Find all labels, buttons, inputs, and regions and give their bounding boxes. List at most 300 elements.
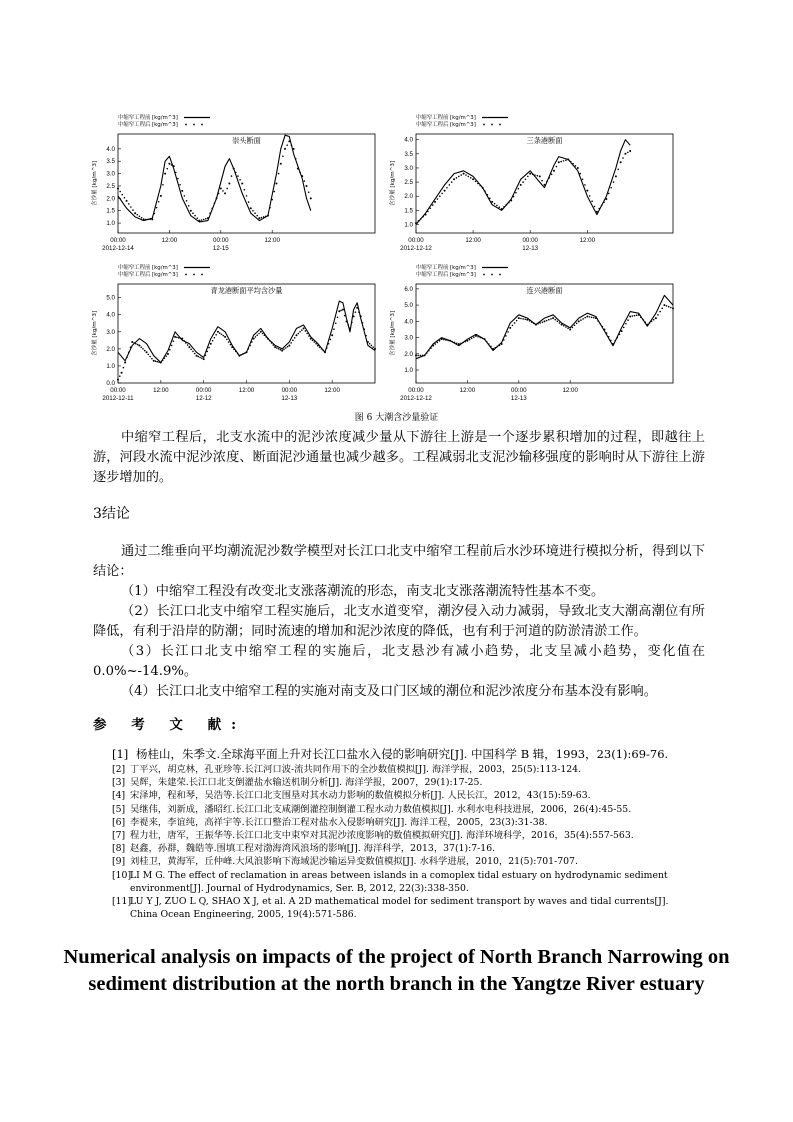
series-point-after-fill (454, 342, 456, 344)
series-point-after (567, 158, 569, 160)
series-point-after-fill (512, 325, 514, 327)
series-point-after (303, 327, 305, 329)
series-point-after (246, 351, 248, 353)
series-point-after-fill (280, 349, 282, 351)
series-point-after-fill (447, 340, 449, 342)
conclusion-intro: 通过二维垂向平均潮流泥沙数学模型对长江口北支中缩窄工程前后水沙环境进行模拟分析，得到以下结论： (93, 544, 705, 579)
series-point-after (596, 211, 598, 213)
series-point-after (301, 175, 303, 177)
reference-item (112, 869, 697, 895)
x-tick-date-label: 12-15 (212, 245, 229, 252)
series-point-after-fill (505, 335, 507, 337)
y-tick-label: 5.0 (404, 302, 413, 310)
y-axis-label: 含沙量 [kg/m^3] (92, 310, 98, 357)
legend-dot-after (499, 274, 501, 276)
series-point-after-fill (614, 340, 616, 342)
series-point-after-fill (597, 320, 599, 322)
series-point-after (509, 327, 511, 329)
series-point-after (529, 173, 531, 175)
series-point-after-fill (657, 314, 659, 316)
series-point-after-fill (192, 351, 194, 353)
series-point-after-fill (518, 188, 520, 190)
x-tick-label: 12:00 (238, 387, 255, 394)
series-point-after-fill (194, 215, 196, 217)
chart-title: 青龙港断面平均含沙量 (210, 286, 283, 295)
series-point-after (275, 183, 277, 185)
series-point-after-fill (254, 212, 256, 214)
series-point-after (164, 173, 166, 175)
y-tick-label: 3.5 (106, 158, 115, 166)
chart-chongtou-svg (88, 100, 388, 260)
series-point-after-fill (162, 184, 164, 186)
series-point-after-fill (190, 348, 192, 350)
x-tick-label: 00:00 (281, 387, 298, 394)
series-point-after-fill (215, 334, 217, 336)
series-point-after (231, 346, 233, 348)
chart-lianxinggang (386, 250, 686, 410)
series-point-after-fill (171, 164, 173, 166)
series-point-after-fill (565, 159, 567, 161)
x-tick-date-label: 12-13 (281, 395, 298, 402)
series-point-after-fill (584, 317, 586, 319)
series-point-after (655, 317, 657, 319)
x-tick-date-label: 2012-12-12 (400, 245, 432, 252)
series-point-after (349, 327, 351, 329)
series-point-after-fill (363, 328, 365, 330)
chart-lianxinggang-svg (386, 250, 686, 410)
series-point-after (553, 170, 555, 172)
series-point-after (331, 334, 333, 336)
series-point-after-fill (537, 323, 539, 325)
series-point-after-fill (559, 322, 561, 324)
series-point-after (552, 317, 554, 319)
series-point-after-fill (326, 347, 328, 349)
series-point-after (224, 192, 226, 194)
series-point-after-fill (179, 184, 181, 186)
figure-caption: 图 6 大潮含沙量验证 (354, 413, 439, 423)
series-point-after (491, 201, 493, 203)
y-tick-label: 1.5 (404, 207, 413, 215)
series-point-after-fill (430, 347, 432, 349)
x-tick-label: 00:00 (110, 387, 126, 394)
series-point-after-fill (265, 336, 267, 338)
series-point-after-fill (126, 357, 128, 359)
series-point-after (520, 184, 522, 186)
series-point-after-fill (158, 201, 160, 203)
series-point-after-fill (594, 206, 596, 208)
series-point-after-fill (465, 174, 467, 176)
series-point-after-fill (508, 202, 510, 204)
series-point-after-fill (315, 343, 317, 345)
series-point-after-fill (456, 177, 458, 179)
series-point-after (188, 346, 190, 348)
series-point-after-fill (610, 340, 612, 342)
y-tick-label: 3.0 (106, 328, 115, 336)
x-tick-label: 12:00 (562, 387, 578, 394)
series-point-after (539, 175, 541, 177)
x-tick-label: 00:00 (408, 387, 424, 394)
series-point-after-fill (369, 343, 371, 345)
series-point-after-fill (582, 178, 584, 180)
series-point-after-fill (186, 200, 188, 202)
series-point-after-fill (294, 337, 296, 339)
series-point-after-fill (269, 207, 271, 209)
series-point-after-fill (291, 144, 293, 146)
series-point-after-fill (477, 336, 479, 338)
series-point-after (274, 346, 276, 348)
y-tick-label: 3.0 (404, 164, 413, 172)
series-point-after-fill (283, 348, 285, 350)
chart-title: 连兴港断面 (526, 286, 563, 295)
series-point-after-fill (156, 207, 158, 209)
english-title: Numerical analysis on impacts of the project of North Branch Narrowing on sediment distribution at the north branch in the Yangtze River estuary (63, 946, 730, 995)
series-point-after-fill (333, 328, 335, 330)
series-point-after-fill (194, 353, 196, 355)
series-point-after-fill (661, 308, 663, 310)
series-point-after (293, 148, 295, 150)
series-point-after (620, 161, 622, 163)
series-point-after-fill (462, 342, 464, 344)
series-point-after-fill (211, 207, 213, 209)
series-point-after-fill (235, 172, 237, 174)
legend-dot-after (483, 274, 485, 276)
series-point-after (143, 218, 145, 220)
series-point-after (253, 338, 255, 340)
series-point-after (367, 341, 369, 343)
series-point-after-fill (319, 346, 321, 348)
reference-text: 程力壮，唐军，王振华等.长江口北支中束窄对其泥沙浓度影响的数值模拟研究[J]. 海洋环境科学，2016，35(4):557-563. (130, 830, 634, 842)
series-point-after-fill (546, 181, 548, 183)
series-point-after-fill (214, 337, 216, 339)
series-point-after-fill (632, 315, 634, 317)
y-tick-label: 2.5 (404, 179, 413, 187)
legend-dot-after (193, 274, 195, 276)
series-point-after-fill (563, 325, 565, 327)
series-point-after-fill (441, 193, 443, 195)
series-point-after-fill (437, 198, 439, 200)
series-point-after (241, 183, 243, 185)
legend-dot-after (201, 124, 203, 126)
series-point-after-fill (285, 347, 287, 349)
series-point-after-fill (222, 190, 224, 192)
series-point-after-fill (610, 187, 612, 189)
plot-frame (118, 284, 375, 383)
legend-label: 中缩窄工程前 [kg/m^3] (118, 115, 178, 121)
series-point-after-fill (255, 336, 257, 338)
series-point-after-fill (554, 319, 556, 321)
series-point-after (146, 351, 148, 353)
reference-item (112, 816, 697, 829)
series-point-after-fill (522, 318, 524, 320)
series-point-after-fill (479, 337, 481, 339)
legend-label: 中缩窄工程后 [kg/m^3] (416, 122, 476, 128)
series-point-after-fill (533, 323, 535, 325)
series-point-after-fill (130, 206, 132, 208)
series-point-after-fill (130, 346, 132, 348)
series-point-after (317, 344, 319, 346)
x-tick-label: 00:00 (522, 237, 538, 244)
y-tick-label: 1.0 (106, 362, 115, 370)
series-point-after (233, 168, 235, 170)
series-point-after (117, 187, 119, 189)
series-point-after-fill (177, 178, 179, 180)
x-tick-date-label: 2012-12-11 (102, 395, 134, 402)
series-point-after-fill (306, 333, 308, 335)
series-point-after-fill (264, 334, 266, 336)
reference-text: 刘桂卫，黄海军，丘仲峰.大风浪影响下海域泥沙输运异变数值模拟[J]. 水科学进展，2010，21(5):701-707. (130, 856, 578, 868)
series-point-after (492, 348, 494, 350)
series-point-after-fill (261, 217, 263, 219)
y-tick-label: 4.0 (404, 318, 413, 326)
series-point-after-fill (231, 175, 233, 177)
series-point-after-fill (196, 217, 198, 219)
reference-text: 吴辉，朱建荣.长江口北支倒灌盐水输送机制分析[J]. 海洋学报，2007，29(1):17-25. (130, 777, 483, 789)
series-point-after-fill (574, 325, 576, 327)
x-tick-label: 12:00 (161, 237, 178, 244)
reference-item (112, 842, 697, 855)
series-point-after-fill (439, 195, 441, 197)
series-point-after-fill (237, 175, 239, 177)
series-point-after-fill (252, 210, 254, 212)
series-point-after-fill (239, 179, 241, 181)
series-point-after-fill (322, 350, 324, 352)
series-point-after (441, 338, 443, 340)
series-point-after-fill (304, 180, 306, 182)
series-point-after-fill (575, 165, 577, 167)
x-tick-date-label: 2012-12-12 (400, 395, 432, 402)
series-point-after (444, 190, 446, 192)
series-point-after-fill (265, 215, 267, 217)
series-point-after (415, 354, 417, 356)
series-point-after-fill (301, 329, 303, 331)
series-point-after-fill (271, 199, 273, 201)
legend-label: 中缩窄工程后 [kg/m^3] (416, 272, 476, 278)
series-point-after (424, 354, 426, 356)
series-point-after-fill (589, 195, 591, 197)
series-point-after (342, 309, 344, 311)
series-point-after-fill (449, 184, 451, 186)
series-point-after-fill (249, 345, 251, 347)
series-point-after-fill (155, 360, 157, 362)
series-point-after (360, 315, 362, 317)
series-point-after (288, 140, 290, 142)
series-point-after-fill (230, 344, 232, 346)
series-point-after-fill (214, 203, 216, 205)
series-point-after (374, 348, 376, 350)
series-point-after-fill (340, 310, 342, 312)
reference-number: [3] (112, 777, 126, 789)
series-point-after-fill (295, 158, 297, 160)
series-point-after-fill (128, 203, 130, 205)
series-point-after-fill (244, 189, 246, 191)
series-point-after-fill (479, 185, 481, 187)
series-point-after-fill (308, 191, 310, 193)
series-point-after-fill (557, 321, 559, 323)
series-point-after-fill (546, 320, 548, 322)
series-line-before (118, 135, 311, 222)
series-point-after-fill (246, 195, 248, 197)
series-point-after (561, 324, 563, 326)
series-point-after-fill (278, 348, 280, 350)
series-point-after-fill (199, 357, 201, 359)
chart-santiaogang-svg (386, 100, 686, 260)
series-point-after-fill (497, 346, 499, 348)
series-point-after-fill (477, 183, 479, 185)
paragraph-results (93, 428, 705, 488)
series-point-after (168, 163, 170, 165)
y-tick-label: 2.0 (404, 350, 413, 358)
series-point-after-fill (499, 344, 501, 346)
series-point-after (124, 362, 126, 364)
y-tick-label: 3.0 (404, 334, 413, 342)
series-point-after-fill (642, 319, 644, 321)
series-point-after (577, 167, 579, 169)
series-point-after (324, 351, 326, 353)
y-tick-label: 2.0 (404, 193, 413, 201)
references-title: 参 考 文 献: (93, 717, 247, 733)
plot-frame (416, 284, 673, 383)
series-point-after (586, 315, 588, 317)
series-point-after-fill (470, 177, 472, 179)
series-point-after-fill (173, 340, 175, 342)
series-point-after-fill (136, 214, 138, 216)
series-point-after (310, 197, 312, 199)
series-point-after-fill (247, 348, 249, 350)
series-point-after-fill (452, 341, 454, 343)
chart-santiaogang (386, 100, 686, 260)
series-point-after-fill (142, 348, 144, 350)
reference-item (112, 789, 697, 802)
series-point-after (510, 199, 512, 201)
series-point-after-fill (347, 324, 349, 326)
y-axis-label: 含沙量 [kg/m^3] (92, 160, 98, 207)
series-point-after-fill (670, 307, 672, 309)
series-point-after-fill (469, 339, 471, 341)
reference-number: [9] (112, 856, 126, 868)
series-point-after-fill (576, 323, 578, 325)
series-point-after-fill (139, 215, 141, 217)
series-point-after (672, 307, 674, 309)
series-point-after-fill (244, 352, 246, 354)
series-point-after-fill (119, 375, 121, 377)
series-point-after-fill (149, 356, 151, 358)
series-point-after-fill (496, 205, 498, 207)
series-point-after-fill (222, 335, 224, 337)
series-point-after-fill (305, 330, 307, 332)
series-point-after-fill (422, 216, 424, 218)
chart-qinglonggang-svg (88, 250, 388, 410)
series-point-after-fill (206, 351, 208, 353)
series-point-after (138, 344, 140, 346)
series-point-after-fill (608, 193, 610, 195)
series-point-after (181, 338, 183, 340)
series-point-after-fill (178, 337, 180, 339)
series-point-after-fill (205, 218, 207, 220)
series-point-after-fill (240, 354, 242, 356)
series-point-after-fill (226, 188, 228, 190)
reference-item (112, 763, 697, 776)
series-point-after-fill (417, 355, 419, 357)
series-point-after-fill (446, 187, 448, 189)
series-point-after (425, 214, 427, 216)
series-point-after (310, 338, 312, 340)
x-tick-label: 00:00 (110, 237, 126, 244)
series-point-after-fill (140, 346, 142, 348)
series-point-after-fill (534, 174, 536, 176)
series-point-after-fill (192, 212, 194, 214)
series-point-after-fill (287, 346, 289, 348)
series-point-after (203, 358, 205, 360)
series-point-after-fill (584, 184, 586, 186)
series-line-before (118, 301, 375, 362)
series-point-after (578, 320, 580, 322)
series-point-after-fill (258, 333, 260, 335)
series-point-after-fill (503, 339, 505, 341)
series-point-after-fill (169, 349, 171, 351)
series-point-after (449, 340, 451, 342)
series-point-after-fill (205, 354, 207, 356)
series-point-after-fill (539, 322, 541, 324)
series-point-after-fill (135, 343, 137, 345)
y-tick-label: 3.5 (404, 150, 413, 158)
series-point-after-fill (297, 333, 299, 335)
series-point-after-fill (337, 316, 339, 318)
series-point-after (198, 220, 200, 222)
series-point-after-fill (625, 323, 627, 325)
series-point-after-fill (524, 318, 526, 320)
series-point-after-fill (422, 355, 424, 357)
x-tick-label: 00:00 (195, 387, 212, 394)
series-point-after-fill (522, 181, 524, 183)
series-point-after-fill (487, 194, 489, 196)
series-point-after (216, 197, 218, 199)
series-point-after-fill (666, 305, 668, 307)
reference-text: 丁平兴，胡克林，孔亚珍等.长江河口波-流共同作用下的全沙数值模拟[J]. 海洋学报，2003，25(5):113-124. (130, 764, 582, 775)
series-point-after-fill (276, 347, 278, 349)
reference-number: [4] (112, 790, 126, 802)
reference-text: LU Y J, ZUO L Q, SHAO X J, et al. A 2D mathematical model for sediment transport by waves and tidal currents[J]. China Ocean Engineering, 2005, 19(4):571-586. (130, 896, 669, 921)
series-point-after-fill (649, 322, 651, 324)
series-point-after (472, 178, 474, 180)
x-tick-label: 12:00 (264, 237, 280, 244)
series-point-after-fill (636, 314, 638, 316)
series-point-after-fill (274, 191, 276, 193)
series-point-after-fill (119, 191, 121, 193)
chart-qinglonggang (88, 250, 388, 410)
series-point-after-fill (162, 360, 164, 362)
series-point-after-fill (262, 333, 264, 335)
series-point-after-fill (617, 337, 619, 339)
series-point-after-fill (328, 343, 330, 345)
y-tick-label: 1.5 (106, 207, 115, 215)
series-point-after-fill (659, 311, 661, 313)
series-point-after (544, 320, 546, 322)
reference-number: [5] (112, 803, 126, 815)
series-point-after-fill (617, 169, 619, 171)
chart-chongtou (88, 100, 388, 260)
series-point-after-fill (286, 144, 288, 146)
series-point-after-fill (484, 190, 486, 192)
series-point-after-fill (548, 177, 550, 179)
series-point-after (238, 355, 240, 357)
series-point-after-fill (460, 174, 462, 176)
series-point-after (638, 314, 640, 316)
series-point-after-fill (475, 181, 477, 183)
series-point-after-fill (494, 203, 496, 205)
series-point-after-fill (464, 341, 466, 343)
series-point-after-fill (362, 322, 364, 324)
x-tick-label: 12:00 (465, 237, 481, 244)
